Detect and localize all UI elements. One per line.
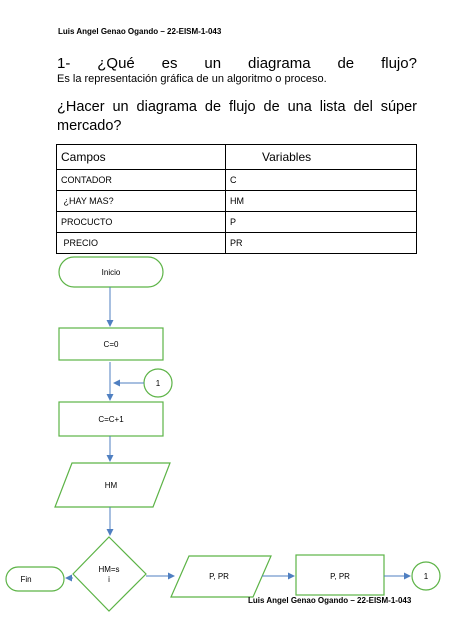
- input-hm-label: HM: [104, 481, 118, 490]
- table-cell: P: [226, 212, 417, 233]
- start-label: Inicio: [101, 268, 121, 277]
- table-cell: PR: [226, 233, 417, 254]
- question-2-title: ¿Hacer un diagrama de flujo de una lista del súper mercado?: [57, 99, 417, 134]
- page-header: Luis Angel Genao Ogando – 22-EISM-1-043: [58, 27, 222, 36]
- table-cell: CONTADOR: [57, 170, 226, 191]
- q1-word: diagrama: [248, 55, 311, 72]
- q1-word: flujo?: [381, 55, 417, 72]
- table-cell: ¿HAY MAS?: [57, 191, 226, 212]
- connector-out-label: 1: [423, 572, 429, 581]
- table-cell: PROCUCTO: [57, 212, 226, 233]
- init-label: C=0: [103, 340, 119, 349]
- q1-word: un: [204, 55, 222, 72]
- table-cell: C: [226, 170, 417, 191]
- io-p-pr-label: P, PR: [209, 572, 229, 581]
- decision-label-line2: i: [108, 575, 110, 584]
- end-terminal: [6, 567, 64, 591]
- q1-word: de: [337, 55, 355, 72]
- decision-label-line1: HM=s: [98, 565, 120, 574]
- process-p-pr-label: P, PR: [330, 572, 350, 581]
- decision-diamond: [73, 537, 146, 611]
- q1-word: 1-: [57, 55, 71, 72]
- page-footer: Luis Angel Genao Ogando – 22-EISM-1-043: [248, 596, 412, 605]
- table-header-campos: Campos: [57, 145, 226, 170]
- table-cell: PRECIO: [57, 233, 226, 254]
- q1-word: ¿Qué: [97, 55, 135, 72]
- question-1-answer: Es la representación gráfica de un algoritmo o proceso.: [57, 73, 327, 85]
- table-header-variables: Variables: [226, 145, 417, 170]
- q1-word: es: [161, 55, 178, 72]
- end-label: Fin: [20, 575, 32, 584]
- connector-in-label: 1: [155, 379, 161, 388]
- table-cell: HM: [226, 191, 417, 212]
- increment-label: C=C+1: [98, 415, 124, 424]
